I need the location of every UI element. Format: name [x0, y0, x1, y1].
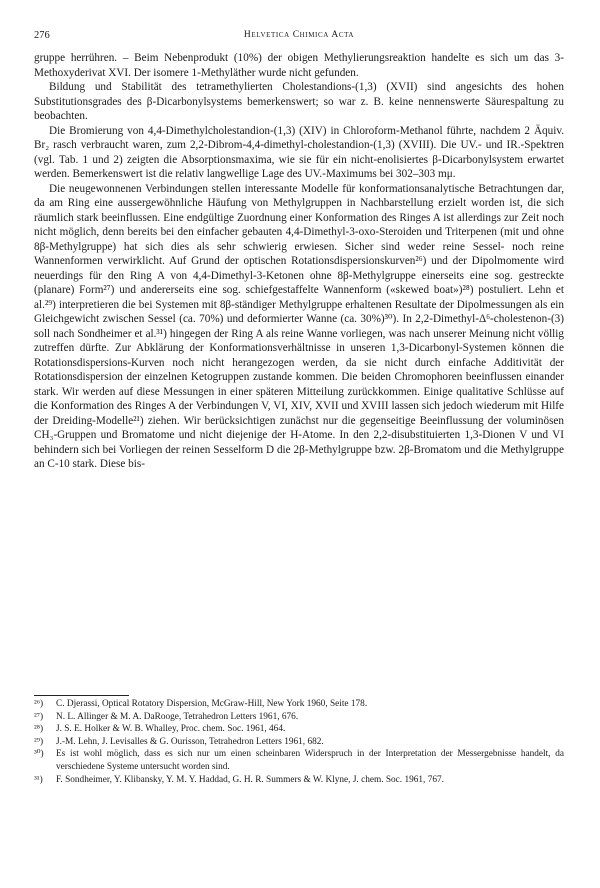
footnote-marker: ²⁸) — [34, 724, 44, 735]
footnotes — [34, 698, 564, 786]
footnote — [34, 736, 564, 749]
footnote — [34, 698, 564, 711]
footnote-text: F. Sondheimer, Y. Klibansky, Y. M. Y. Haddad, G. H. R. Summers & W. Klyne, J. chem. Soc. 1961, 767. — [56, 774, 444, 785]
footnote-marker: ²⁷) — [34, 711, 44, 722]
footnote-marker: ²⁹) — [34, 736, 44, 747]
footnote-text: J.-M. Lehn, J. Levisalles & G. Ourisson, Tetrahedron Letters 1961, 682. — [56, 736, 324, 747]
paragraph: gruppe herrühren. – Beim Nebenprodukt (10%) der obigen Methylierungsreaktion handelte es sich um das 3-Methoxyderivat XVI. Der isomere 1-Methyläther wurde nicht gefunden. — [34, 52, 564, 79]
footnote — [34, 774, 564, 787]
article-body — [34, 51, 564, 472]
paragraph: Die Bromierung von 4,4-Dimethylcholestandion-(1,3) (XIV) in Chloroform-Methanol führte, nachdem 2 Äquiv. Br₂ rasch verbraucht waren, zum 2,2-Dibrom-4,4-dimethyl-cholestandion-(1,3) (XVIII). Die UV.- und IR.-Spektren (vgl. Tab. 1 und 2) zeigten die Absorptionsmaxima, wie sie für ein nicht-enolisiertes β-Dicarbonylsystem erwartet werden. Bemerkenswert ist die relativ langwellige Lage des UV.-Maximums bei 302–303 mμ. — [34, 124, 564, 180]
page-number: 276 — [34, 30, 50, 41]
paragraph: Die neugewonnenen Verbindungen stellen interessante Modelle für konformationsanalytische Betrachtungen dar, da am Ring eine aussergewöhnliche Häufung von Methylgruppen in Nachbarstellung erzielt worden ist, die sich räumlich stark beeinflussen. Eine endgültige Zuordnung einer Konformation des Ringes A ist allerdings zur Zeit noch nicht möglich, denn bereits bei den einfacher gebauten 4,4-Dimethyl-3-oxo-Steroiden und Triterpenen (mit und ohne 8β-Methylgruppe) hat sich dies als sehr schwierig erwiesen. Sicher sind weder reine Sessel- noch reine Wannenformen verwirklicht. Auf Grund der optischen Rotationsdispersionskurven²⁶) und der Dipolmomente wird neuerdings für den Ring A von 4,4-Dimethyl-3-Ketonen ohne 8β-Methylgruppe einerseits eine sog. gestreckte (planare) Form²⁷) und andererseits eine sog. schiefgestaffelte Wannenform («skewed boat»)²⁸) postuliert. Lehn et al.²⁹) interpretieren die bei Systemen mit 8β-ständiger Methylgruppe erhaltenen Resultate der Dipolmessungen als ein Gleichgewicht zwischen Sessel (ca. 70%) und deformierter Wanne (ca. 30%)³⁰). In 2,2-Dimethyl-Δ⁶-cholestenon-(3) soll nach Sondheimer et al.³¹) hingegen der Ring A als reine Wanne vorliegen, was nach unserer Meinung nicht völlig zutreffen dürfte. Zur Abklärung der Konformationsverhältnisse in unseren 1,3-Dicarbonyl-Systemen können die Rotationsdispersions-Kurven noch nicht herangezogen werden, da sie nicht durch einfache Additivität der Rotationsdispersion der einzelnen Ketogruppen zustande kommen. Die beiden Chromophoren beeinflussen einander stark. Wir werden auf diese Messungen in einer späteren Mitteilung zurückkommen. Einige qualitative Schlüsse auf die Konformation des Ringes A der Verbindungen V, VI, XIV, XVII und XVIII lassen sich jedoch wiederum mit Hilfe der Dreiding-Modelle²¹) ziehen. Wir berücksichtigen zunächst nur die gegenseitige Beeinflussung der voluminösen CH₃-Gruppen und Bromatome und nicht diejenige der H-Atome. In den 2,2-disubstituierten 1,3-Dionen V und VI behindern sich bei Vorliegen der reinen Sesselform D die 2β-Methylgruppe bzw. 2β-Bromatom und die Methylgruppe an C-10 stark. Diese bis- — [34, 182, 564, 470]
footnote — [34, 723, 564, 736]
footnote — [34, 748, 564, 773]
footnote-marker: ³¹) — [34, 774, 43, 785]
footnote-text: J. S. E. Holker & W. B. Whalley, Proc. chem. Soc. 1961, 464. — [56, 724, 286, 735]
paragraph: Bildung und Stabilität des tetramethylierten Cholestandions-(1,3) (XVII) sind angesichts des hohen Substitutionsgrades des β-Dicarbonylsystems bemerkenswert; so war z. B. keine nennenswerte Säurespaltung zu beobachten. — [34, 81, 564, 122]
footnote — [34, 711, 564, 724]
footnote-text: C. Djerassi, Optical Rotatory Dispersion, McGraw-Hill, New York 1960, Seite 178. — [56, 699, 368, 709]
footnote-marker: ²⁶) — [34, 699, 44, 709]
footnote-marker: ³⁰) — [34, 749, 44, 760]
footnote-text: Es ist wohl möglich, dass es sich nur um einen scheinbaren Widerspruch in der Interpretation der Messergebnisse handelt, da verschiedene Systeme untersucht worden sind. — [56, 749, 564, 772]
page-header — [34, 30, 564, 44]
journal-title: Helvetica Chimica Acta — [243, 30, 355, 40]
footnote-text: N. L. Allinger & M. A. DaRooge, Tetrahedron Letters 1961, 676. — [56, 711, 299, 722]
footnote-divider — [34, 695, 129, 696]
